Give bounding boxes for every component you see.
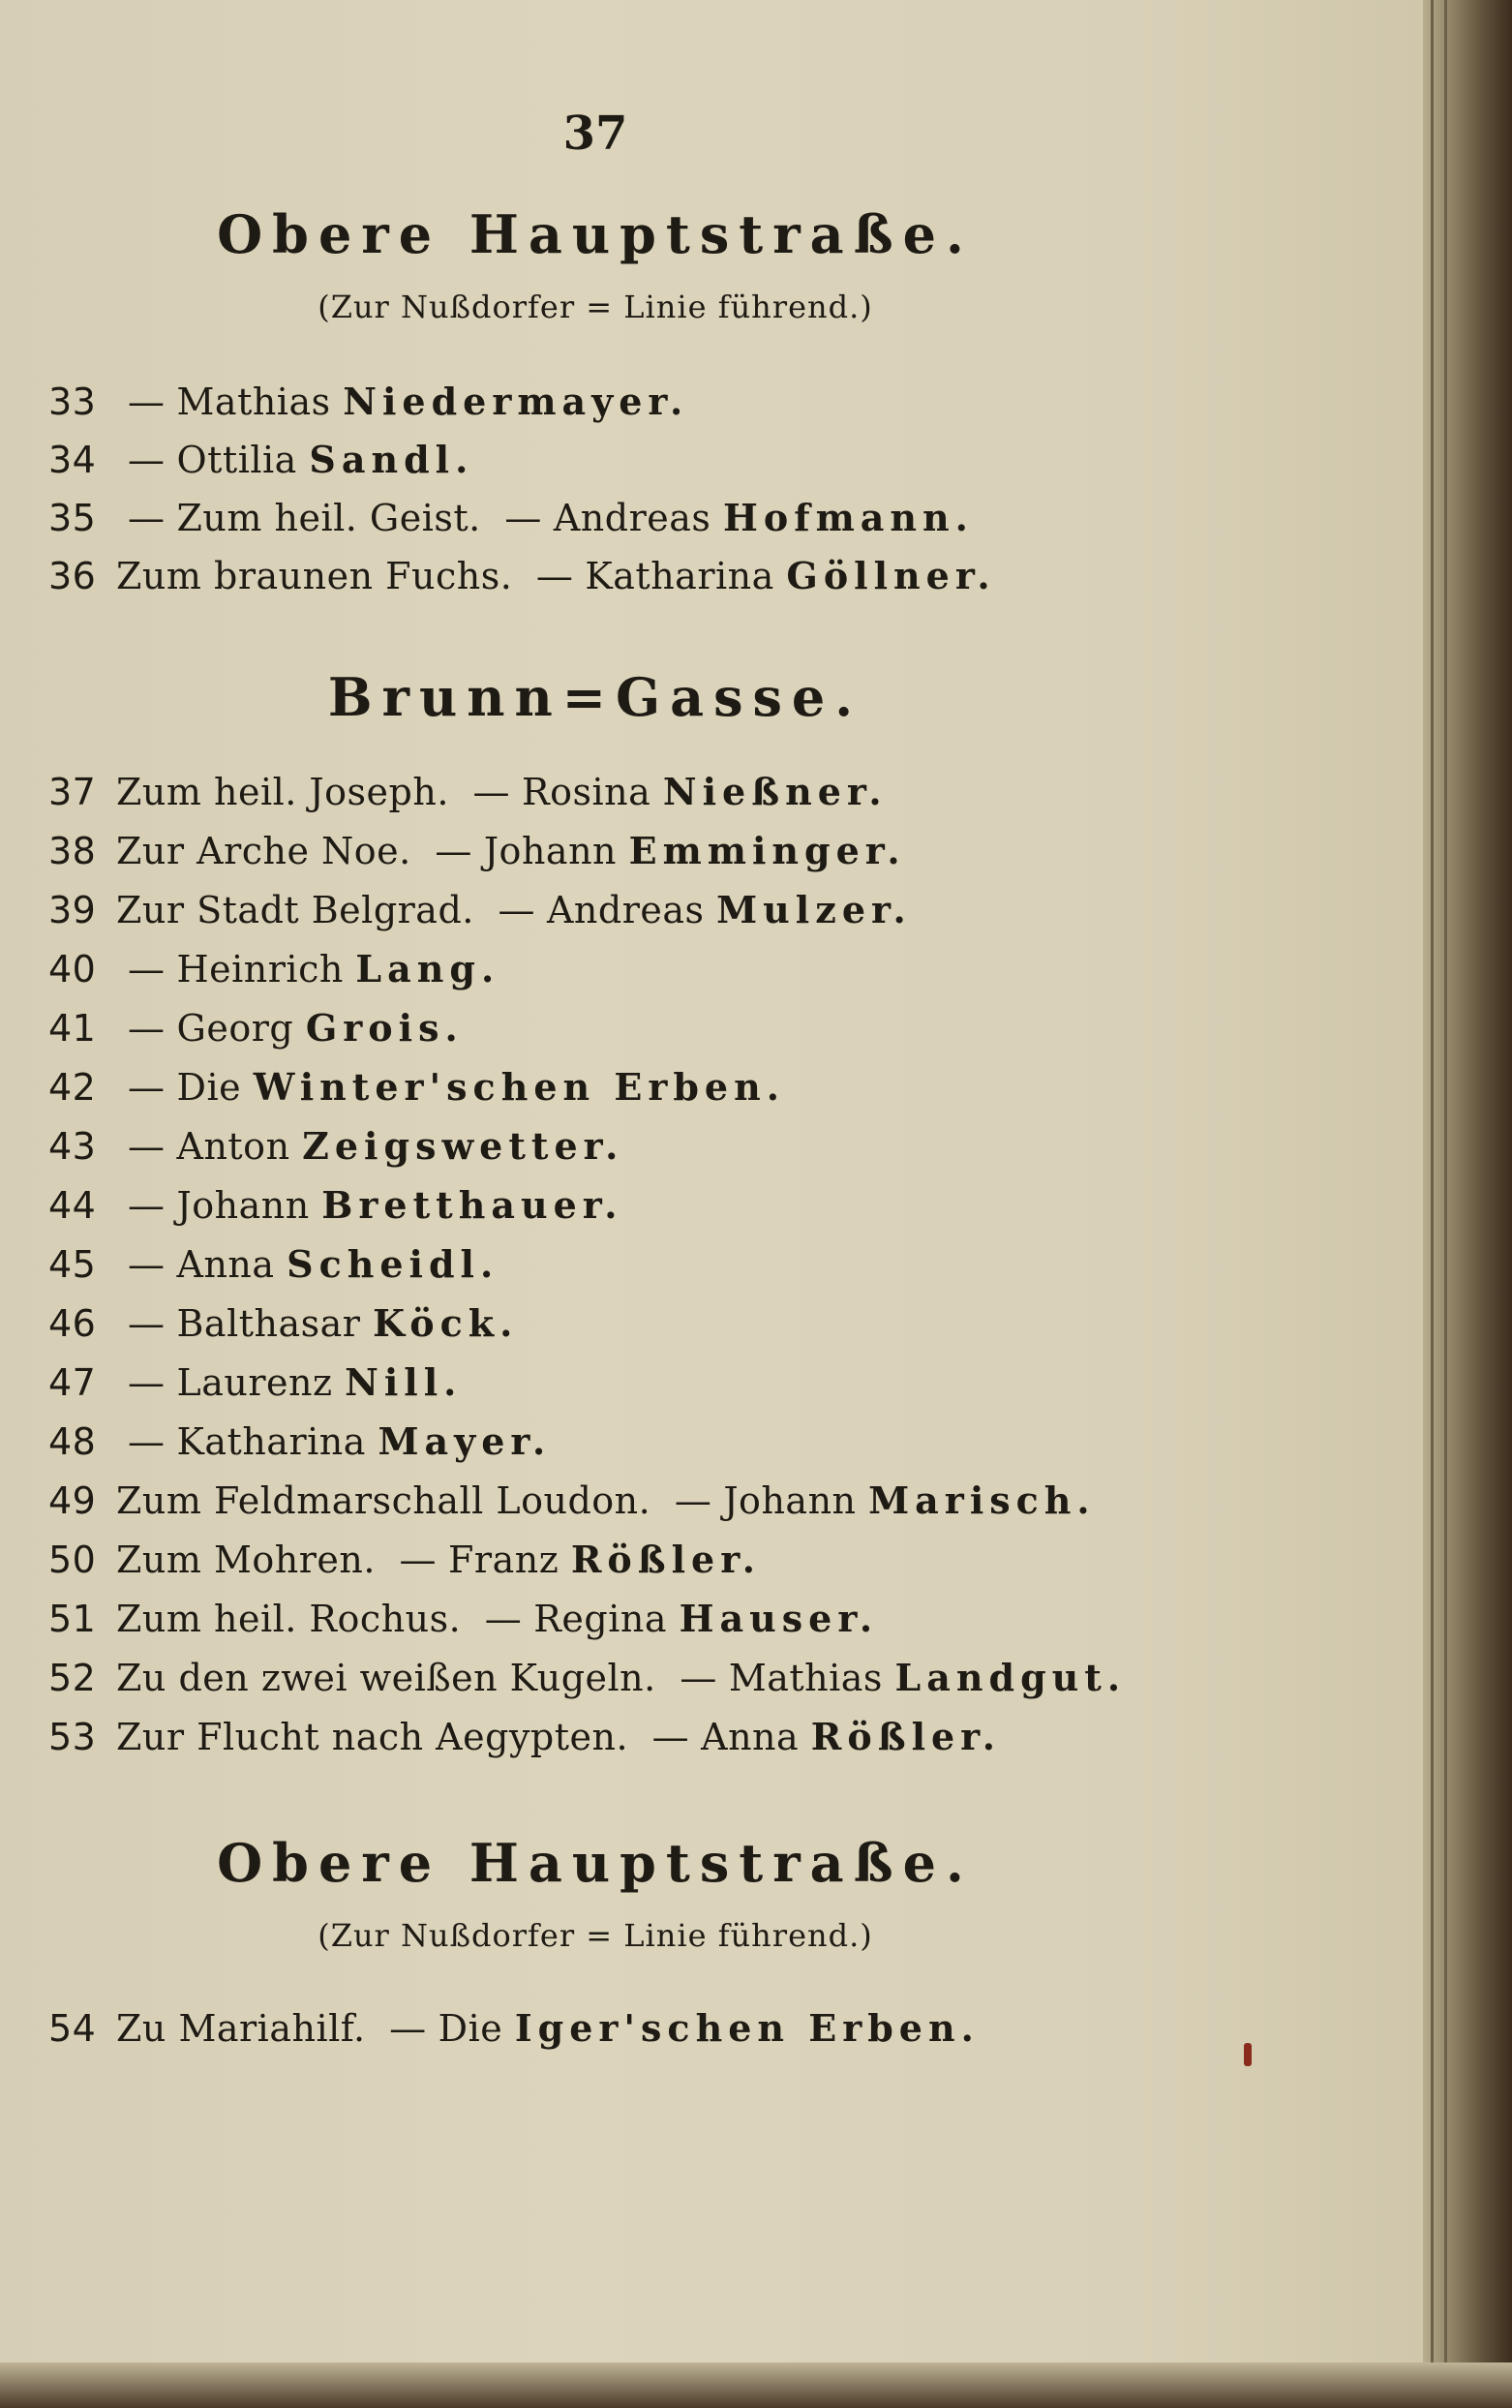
house-number: 40 — [48, 948, 97, 991]
list-item: 48 — Katharina Mayer. — [48, 1419, 552, 1463]
owner-last-name: Zeigswetter. — [302, 1124, 624, 1168]
owner-last-name: Grois. — [305, 1006, 464, 1050]
ink-stain — [1244, 2043, 1252, 2066]
house-number: 54 — [48, 2007, 97, 2050]
house-number: 43 — [48, 1125, 97, 1168]
owner-last-name: Hauser. — [679, 1597, 879, 1640]
house-number: 41 — [48, 1007, 97, 1050]
owner-last-name: Landgut. — [894, 1656, 1127, 1699]
owner-first-name: Georg — [176, 1007, 294, 1050]
house-name: Zu Mariahilf. — [116, 2007, 378, 2050]
owner-first-name: Johann — [176, 1184, 310, 1227]
house-name: Zur Stadt Belgrad. — [116, 889, 487, 931]
owner-first-name: Anna — [701, 1716, 800, 1758]
owner-first-name: Andreas — [546, 889, 705, 931]
list-item: 45 — Anna Scheidl. — [48, 1242, 499, 1286]
house-name: Zur Flucht nach Aegypten. — [116, 1716, 641, 1758]
list-item: 50 Zum Mohren. — Franz Rößler. — [48, 1538, 761, 1581]
list-item: 54 Zu Mariahilf. — Die Iger'schen Erben. — [48, 2006, 980, 2050]
owner-first-name: Johann — [723, 1479, 857, 1522]
house-number: 38 — [48, 830, 97, 872]
house-name: Zum Mohren. — [116, 1539, 388, 1581]
owner-last-name: Scheidl. — [287, 1242, 499, 1286]
list-item: 36 Zum braunen Fuchs. — Katharina Göllner. — [48, 554, 996, 597]
house-number: 45 — [48, 1243, 97, 1286]
owner-last-name: Lang. — [355, 947, 500, 991]
owner-first-name: Anna — [176, 1243, 275, 1286]
owner-last-name: Mayer. — [378, 1419, 552, 1463]
house-number: 42 — [48, 1066, 97, 1109]
owner-first-name: Regina — [533, 1598, 668, 1640]
house-number: 37 — [48, 771, 97, 813]
gutter-line — [1444, 0, 1447, 2408]
section-heading: Obere Hauptstraße. — [217, 203, 974, 265]
house-number: 52 — [48, 1657, 97, 1699]
owner-last-name: Winter'schen Erben. — [253, 1065, 785, 1109]
owner-last-name: Hofmann. — [723, 496, 974, 539]
owner-first-name: Mathias — [176, 381, 331, 423]
owner-first-name: Laurenz — [176, 1361, 333, 1404]
list-item: 41 — Georg Grois. — [48, 1006, 464, 1050]
house-name: Zum Feldmarschall Loudon. — [116, 1479, 663, 1522]
house-name: Zum heil. Geist. — [176, 497, 494, 539]
house-number: 39 — [48, 889, 97, 931]
owner-first-name: Ottilia — [176, 439, 297, 481]
house-number: 33 — [48, 381, 97, 423]
owner-last-name: Mulzer. — [716, 888, 912, 931]
owner-first-name: Katharina — [176, 1420, 366, 1463]
gutter-line — [1431, 0, 1434, 2408]
page-bottom-edge — [0, 2362, 1512, 2408]
owner-last-name: Rößler. — [810, 1715, 1001, 1758]
house-number: 35 — [48, 497, 97, 539]
owner-last-name: Sandl. — [309, 438, 474, 481]
owner-first-name: Die — [438, 2007, 503, 2050]
list-item: 34 — Ottilia Sandl. — [48, 438, 474, 481]
list-item: 43 — Anton Zeigswetter. — [48, 1124, 624, 1168]
house-name: Zu den zwei weißen Kugeln. — [116, 1657, 669, 1699]
section-heading: Obere Hauptstraße. — [217, 1832, 974, 1894]
owner-first-name: Heinrich — [176, 948, 344, 991]
owner-last-name: Rößler. — [570, 1538, 761, 1581]
owner-last-name: Marisch. — [868, 1478, 1096, 1522]
house-name: Zum heil. Rochus. — [116, 1598, 473, 1640]
house-number: 53 — [48, 1716, 97, 1758]
section-heading: Brunn=Gasse. — [327, 666, 863, 728]
house-number: 50 — [48, 1539, 97, 1581]
owner-first-name: Balthasar — [176, 1302, 361, 1345]
owner-first-name: Die — [176, 1066, 242, 1109]
house-name: Zum heil. Joseph. — [116, 771, 462, 813]
house-number: 36 — [48, 555, 97, 597]
list-item: 39 Zur Stadt Belgrad. — Andreas Mulzer. — [48, 888, 912, 931]
book-gutter — [1423, 0, 1512, 2408]
list-item: 47 — Laurenz Nill. — [48, 1360, 463, 1404]
owner-last-name: Niedermayer. — [343, 380, 689, 423]
list-item: 37 Zum heil. Joseph. — Rosina Nießner. — [48, 770, 888, 813]
owner-first-name: Anton — [176, 1125, 290, 1168]
list-item: 40 — Heinrich Lang. — [48, 947, 500, 991]
owner-first-name: Rosina — [521, 771, 651, 813]
section-subheading: (Zur Nußdorfer = Linie führend.) — [318, 1917, 873, 1954]
owner-last-name: Göllner. — [786, 554, 996, 597]
list-item: 52 Zu den zwei weißen Kugeln. — Mathias Landgut. — [48, 1656, 1127, 1699]
section-subheading: (Zur Nußdorfer = Linie führend.) — [318, 289, 873, 325]
list-item: 53 Zur Flucht nach Aegypten. — Anna Rößler. — [48, 1715, 1001, 1758]
owner-last-name: Nill. — [345, 1360, 463, 1404]
owner-last-name: Bretthauer. — [321, 1183, 623, 1227]
owner-first-name: Johann — [483, 830, 618, 872]
owner-first-name: Mathias — [728, 1657, 883, 1699]
list-item: 44 — Johann Bretthauer. — [48, 1183, 623, 1227]
list-item: 51 Zum heil. Rochus. — Regina Hauser. — [48, 1597, 879, 1640]
house-number: 48 — [48, 1420, 97, 1463]
owner-last-name: Köck. — [373, 1301, 519, 1345]
house-number: 47 — [48, 1361, 97, 1404]
list-item: 46 — Balthasar Köck. — [48, 1301, 519, 1345]
list-item: 49 Zum Feldmarschall Loudon. — Johann Marisch. — [48, 1478, 1096, 1522]
list-item: 42 — Die Winter'schen Erben. — [48, 1065, 785, 1109]
house-number: 44 — [48, 1184, 97, 1227]
house-name: Zur Arche Noe. — [116, 830, 424, 872]
owner-first-name: Franz — [448, 1539, 559, 1581]
house-number: 34 — [48, 439, 97, 481]
list-item: 33 — Mathias Niedermayer. — [48, 380, 689, 423]
owner-first-name: Katharina — [585, 555, 774, 597]
owner-last-name: Emminger. — [628, 829, 906, 872]
owner-last-name: Nießner. — [662, 770, 888, 813]
list-item: 35 — Zum heil. Geist. — Andreas Hofmann. — [48, 496, 974, 539]
house-number: 46 — [48, 1302, 97, 1345]
owner-first-name: Andreas — [553, 497, 711, 539]
house-number: 49 — [48, 1479, 97, 1522]
house-number: 51 — [48, 1598, 97, 1640]
owner-last-name: Iger'schen Erben. — [514, 2006, 980, 2050]
house-name: Zum braunen Fuchs. — [116, 555, 525, 597]
page-number: 37 — [562, 107, 628, 161]
list-item: 38 Zur Arche Noe. — Johann Emminger. — [48, 829, 906, 872]
